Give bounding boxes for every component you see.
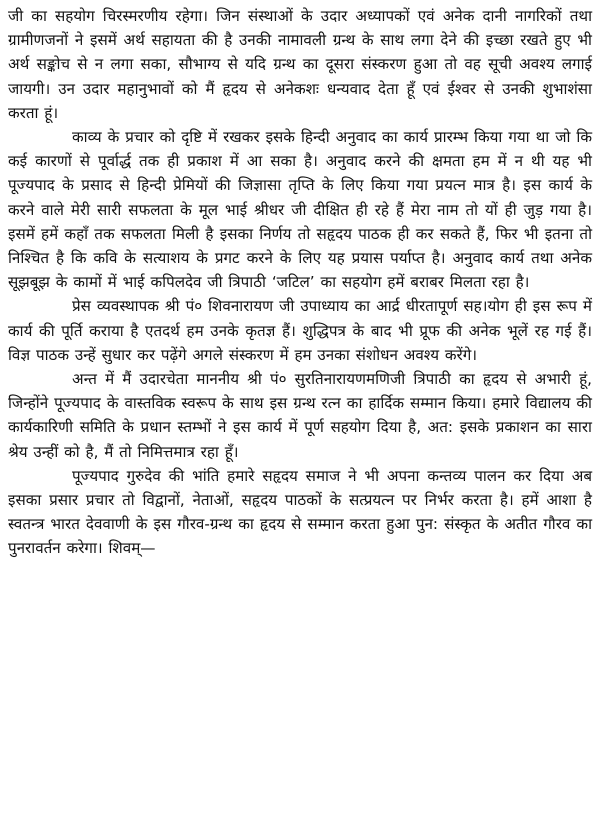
paragraph-donors-thanks: जी का सहयोग चिरस्मरणीय रहेगा। जिन संस्थाओं के उदार अध्यापकों एवं अनेक दानी नागरिकों तथा ग्रामीणजनों ने इसमें अर्थ सहायता की है उनकी नामावली ग्रन्थ के साथ लगा देने की इच्छा रखते हुए भी अर्थ सङ्कोच से न लगा सका, सौभाग्य से यदि ग्रन्थ का दूसरा संस्करण हुआ तो वह सूची अवश्य लगाई जायगी। उन उदार महानुभावों को मैं हृदय से अनेकशः धन्यवाद देता हूँ एवं ईश्वर से उनकी शुभाशंसा करता हूं।	[8, 7, 592, 122]
paragraph-closing: पूज्यपाद गुरुदेव की भांति हमारे सहृदय समाज ने भी अपना कन्तव्य पालन कर दिया अब इसका प्रसार प्रचार तो विद्वानों, नेताओं, सहृदय पाठकों के सत्प्रयत्न पर निर्भर करता है। हमें आशा है स्वतन्त्र भारत देववाणी के इस गौरव-ग्रन्थ का हृदय से सम्मान करता हुआ पुन: संस्कृत के अतीत गौरव का पुनरावर्तन करेगा। शिवम्—	[8, 466, 592, 558]
paragraph-hindi-translation: काव्य के प्रचार को दृष्टि में रखकर इसके हिन्दी अनुवाद का कार्य प्रारम्भ किया गया था जो कि कई कारणों से पूर्वार्द्ध तक ही प्रकाश में आ सका है। अनुवाद करने की क्षमता हम में न थी यह भी पूज्यपाद के प्रसाद से हिन्दी प्रेमियों की जिज्ञासा तृप्ति के लिए किया गया प्रयत्न मात्र है। इस कार्य के करने वाले मेरी सारी सफलता के मूल भाई श्रीधर जी दीक्षित ही रहे हैं मेरा नाम तो यों ही जुड़ गया है। इसमें हमें कहाँ तक सफलता मिली है इसका निर्णय तो सहृदय पाठक ही कर सकते हैं, फिर भी इतना तो निश्चित है कि कवि के सत्याशय के प्रगट करने के लिए यह प्रयास पर्याप्त है। अनुवाद कार्य तथा अनेक सूझबूझ के कामों में भाई कपिलदेव जी त्रिपाठी ‘जटिल’ का सहयोग हमें बराबर मिलता रहा है।	[8, 128, 592, 292]
paragraph-press-manager: प्रेस व्यवस्थापक श्री पं० शिवनारायण जी उपाध्याय का आर्द्र धीरतापूर्ण सह।योग ही इस रूप में कार्य की पूर्ति कराया है एतदर्थ हम उनके कृतज्ञ हैं। शुद्धिपत्र के बाद भी प्रूफ की अनेक भूलें रह गई हैं। विज्ञ पाठक उन्हें सुधार कर पढ़ेंगे अगले संस्करण में हम उनका संशोधन अवश्य करेंगे।	[8, 297, 592, 364]
paragraph-gratitude: अन्त में मैं उदारचेता माननीय श्री पं० सुरतिनारायणमणिजी त्रिपाठी का हृदय से अभारी हूं, जिन्होंने पूज्यपाद के वास्तविक स्वरूप के साथ इस ग्रन्थ रत्न का हार्दिक सम्मान किया। हमारे विद्यालय की कार्यकारिणी समिति के प्रधान स्तम्भों ने इस कार्य में पूर्ण सहयोग दिया है, अत: इसके प्रकाशन का सारा श्रेय उन्हीं को है, मैं तो निमित्तमात्र रहा हूँ।	[8, 370, 592, 461]
